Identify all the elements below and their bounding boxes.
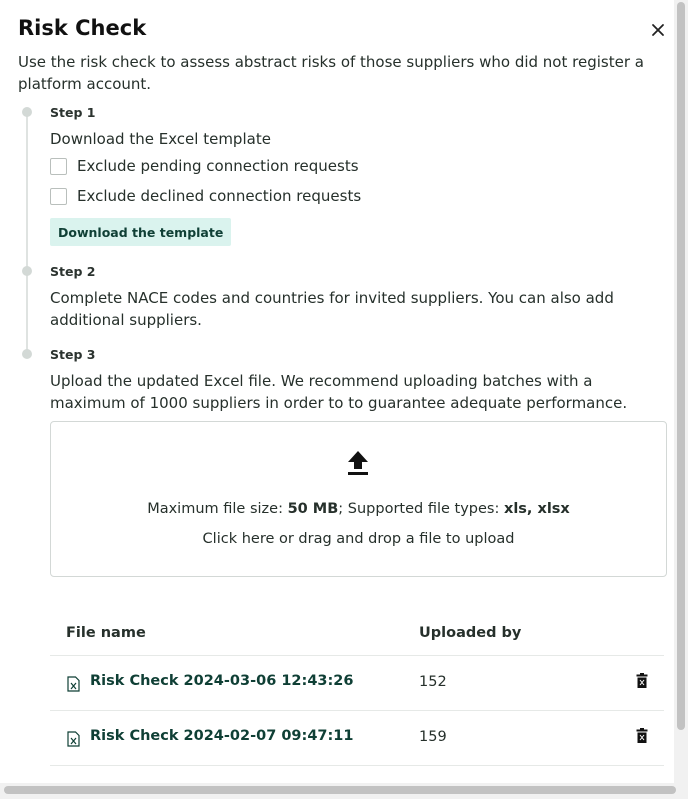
horizontal-scrollbar-thumb[interactable]: [4, 786, 676, 794]
uploaded-by-cell: 152: [419, 674, 447, 690]
upload-limits: [51, 501, 666, 517]
step-3-label: Step 3: [50, 347, 96, 362]
exclude-pending-checkbox[interactable]: [50, 158, 67, 175]
column-file-name: File name: [66, 625, 146, 641]
step-1-label: Step 1: [50, 105, 96, 120]
dialog-title: Risk Check: [18, 16, 147, 40]
exclude-declined-checkbox[interactable]: [50, 188, 67, 205]
size-prefix: Maximum file size:: [147, 501, 288, 517]
upload-icon: [347, 450, 369, 476]
file-dropzone[interactable]: [50, 421, 667, 577]
exclude-declined-option[interactable]: [50, 187, 361, 205]
vertical-scrollbar-thumb[interactable]: [677, 2, 685, 730]
step-2-label: Step 2: [50, 264, 96, 279]
column-uploaded-by: Uploaded by: [419, 625, 522, 641]
table-row: [50, 711, 664, 766]
file-types-value: xls, xlsx: [503, 501, 570, 517]
exclude-pending-option[interactable]: [50, 157, 359, 175]
exclude-declined-label[interactable]: Exclude declined connection requests: [77, 187, 362, 205]
file-link[interactable]: Risk Check 2024-02-07 09:47:11: [90, 728, 354, 744]
max-size-value: 50 MB: [287, 501, 339, 517]
step-2-text: Complete NACE codes and countries for invited suppliers. You can also add additional suppliers.: [50, 289, 614, 329]
file-link[interactable]: Risk Check 2024-03-06 12:43:26: [90, 673, 354, 689]
download-template-button[interactable]: Download the template: [50, 218, 231, 246]
types-prefix: ; Supported file types:: [338, 501, 504, 517]
exclude-pending-label[interactable]: Exclude pending connection requests: [77, 157, 359, 175]
trash-icon[interactable]: [636, 673, 648, 689]
close-button[interactable]: [646, 18, 670, 42]
step-1-text: Download the Excel template: [50, 130, 271, 148]
dialog-description: Use the risk check to assess abstract risks of those suppliers who did not register a platform account.: [18, 53, 644, 93]
step-1-dot: [22, 107, 32, 117]
uploaded-by-cell: 159: [419, 729, 447, 745]
trash-icon[interactable]: [636, 728, 648, 744]
row-divider: [50, 765, 664, 766]
close-icon[interactable]: [651, 23, 665, 37]
upload-instruction: Click here or drag and drop a file to upload: [202, 531, 515, 547]
step-2-dot: [22, 266, 32, 276]
excel-file-icon: [67, 676, 80, 692]
step-3-dot: [22, 349, 32, 359]
table-row: [50, 656, 664, 711]
steps-timeline: [26, 112, 28, 354]
step-3-text: Upload the updated Excel file. We recommend uploading batches with a maximum of 1000 suppliers in order to to guarantee adequate performance.: [50, 372, 628, 412]
excel-file-icon: [67, 731, 80, 747]
